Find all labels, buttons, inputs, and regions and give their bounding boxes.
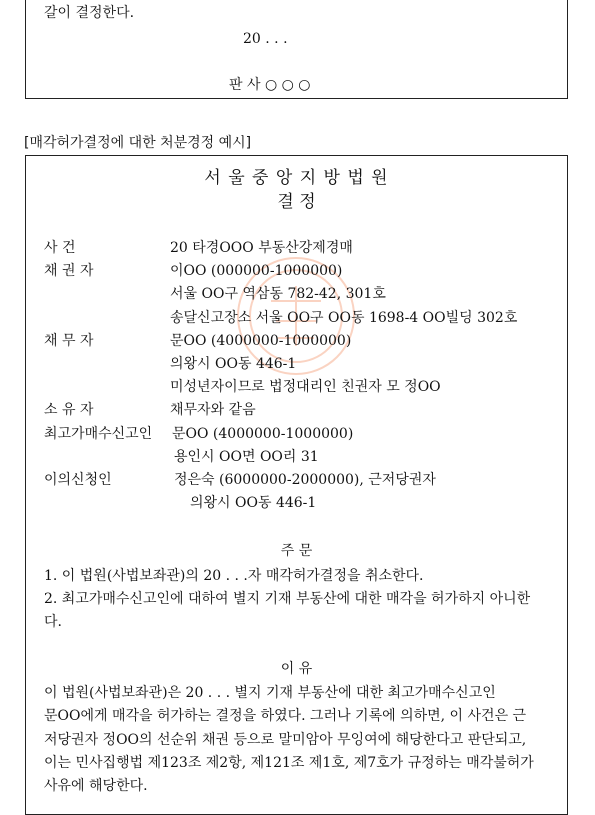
court-name: 서 울 중 앙 지 방 법 원 — [204, 168, 389, 188]
party-label: 채 무 자 — [44, 332, 94, 349]
party-value: 이OO (000000-1000000) — [170, 263, 343, 280]
decision-document-box — [25, 155, 568, 815]
order-title: 주 문 — [280, 543, 313, 559]
iyu-line: 사유에 해당한다. — [44, 778, 148, 795]
party-value: 용인시 OO면 OO리 31 — [174, 448, 319, 465]
iyu-line: 이 법원(사법보좌관)은 20 . . . 별지 기재 부동산에 대한 최고가매수신고인 — [44, 685, 496, 701]
party-value: 채무자와 같음 — [170, 402, 256, 419]
party-value: 문OO (4000000-1000000) — [170, 332, 352, 349]
party-value: 문OO (4000000-1000000) — [172, 425, 354, 442]
party-value: 미성년자이므로 법정대리인 친권자 모 정OO — [170, 379, 441, 396]
iyu-line: 문OO에게 매각을 허가하는 결정을 하였다. 그러나 기록에 의하면, 이 사건은 근 — [44, 708, 527, 725]
party-label: 최고가매수신고인 — [44, 425, 153, 442]
reason-title: 이 유 — [280, 661, 313, 677]
party-value: 정은숙 (6000000-2000000), 근저당권자 — [174, 472, 436, 488]
party-value: 송달신고장소 서울 OO구 OO동 1698-4 OO빌딩 302호 — [170, 309, 518, 326]
jumun-line: 2. 최고가매수신고인에 대하여 별지 기재 부동산에 대한 매각을 허가하지 아니한 — [44, 591, 531, 607]
previous-date: 20 . . . — [243, 31, 288, 47]
party-value: 의왕시 OO동 446-1 — [190, 495, 317, 512]
example-caption: [매각허가결정에 대한 처분경정 예시] — [24, 135, 252, 151]
iyu-line: 이는 민사집행법 제123조 제2항, 제121조 제1호, 제7호가 규정하는 매각불허가 — [44, 754, 534, 771]
party-value: 20 타경OOO 부동산강제경매 — [170, 240, 353, 256]
party-value: 서울 OO구 역삼동 782-42, 301호 — [170, 286, 386, 303]
document-title: 결 정 — [277, 192, 316, 212]
party-label: 소 유 자 — [44, 402, 94, 419]
jumun-line: 1. 이 법원(사법보좌관)의 20 . . .자 매각허가결정을 취소한다. — [44, 568, 424, 584]
party-label: 사 건 — [44, 240, 76, 256]
party-label: 이의신청인 — [44, 472, 112, 488]
previous-text-line: 갈이 결정한다. — [44, 5, 135, 21]
previous-judge-signature: 판 사 ○ ○ ○ — [229, 77, 311, 93]
party-label: 채 권 자 — [44, 263, 94, 280]
iyu-line: 저당권자 정OO의 선순위 채권 등으로 말미암아 무잉여에 해당한다고 판단되고, — [44, 731, 527, 748]
jumun-line: 다. — [44, 614, 62, 630]
party-value: 의왕시 OO동 446-1 — [170, 356, 297, 372]
previous-decision-box — [25, 0, 568, 99]
